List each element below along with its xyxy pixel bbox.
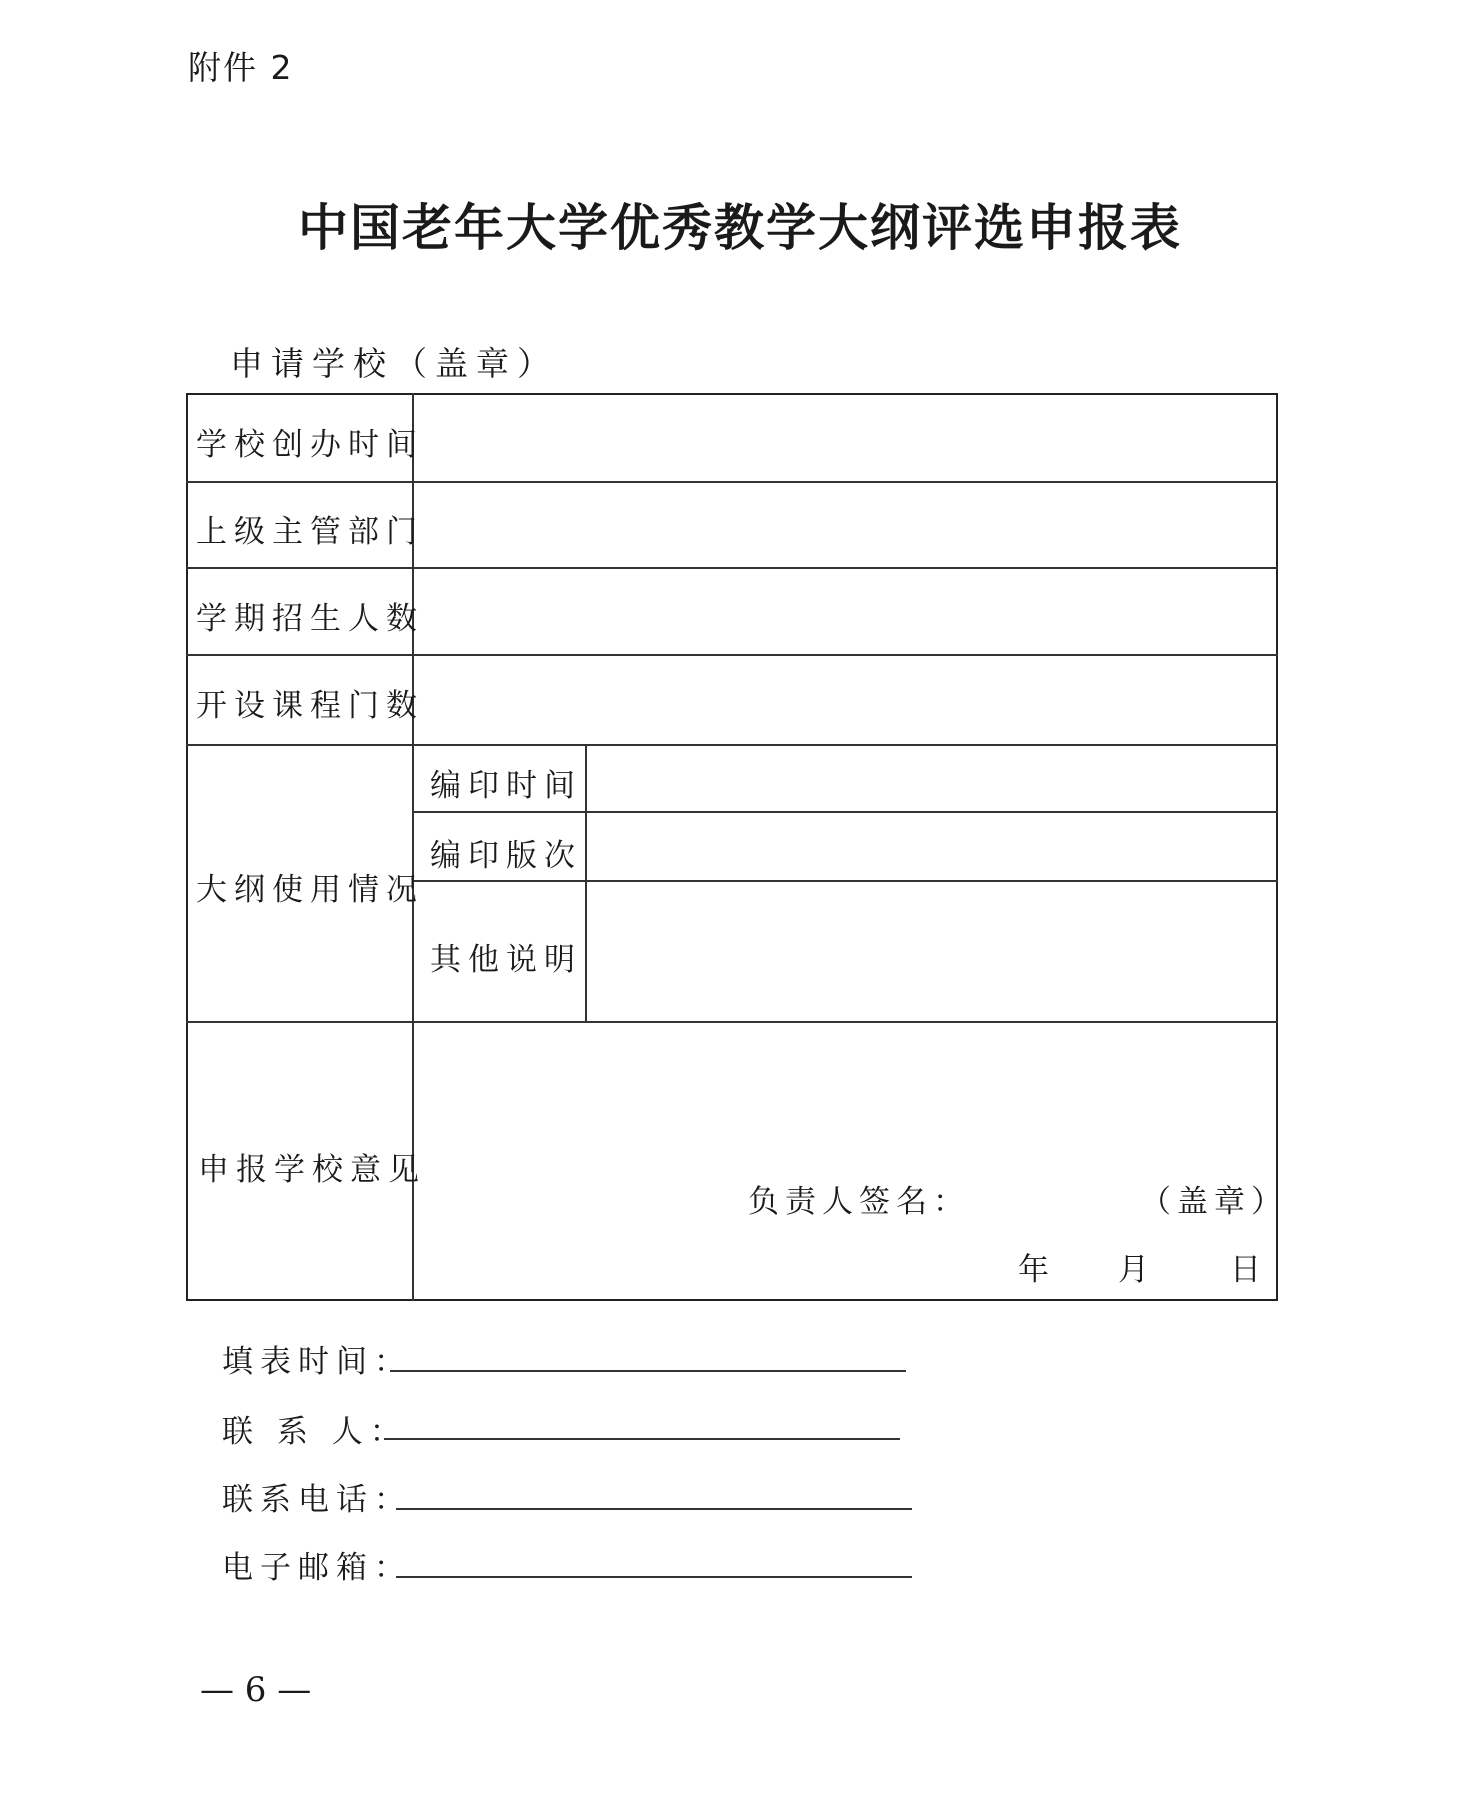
row-divider [186,481,1278,483]
signature-label: 负责人签名： [748,1184,970,1220]
applicant-school-label: 申请学校（盖章） [230,344,558,383]
print-time-label: 编印时间 [430,768,582,804]
date-day: 日 [1230,1252,1267,1288]
fill-time-underline[interactable] [390,1370,906,1372]
row-divider [186,654,1278,656]
attachment-label: 附件 2 [188,48,294,87]
fill-time-label: 填表时间： [222,1344,412,1380]
email-row [222,1542,412,1587]
row-divider [186,1021,1278,1023]
school-opinion-label: 申报学校意见 [198,1152,426,1188]
fill-time-row [222,1336,412,1381]
course-count-value[interactable] [420,660,1270,738]
supervising-department-label: 上级主管部门 [196,514,424,550]
phone-underline[interactable] [396,1508,912,1510]
contact-row [222,1406,408,1451]
email-label: 电子邮箱： [222,1550,412,1586]
other-notes-value[interactable] [592,886,1272,1016]
phone-label: 联系电话： [222,1482,412,1518]
course-count-label: 开设课程门数 [196,688,424,724]
page-number: — 6 — [200,1670,312,1710]
email-underline[interactable] [396,1576,912,1578]
enrollment-count-value[interactable] [420,573,1270,647]
syllabus-usage-label: 大纲使用情况 [196,872,424,908]
supervising-department-value[interactable] [420,487,1270,561]
founding-time-value[interactable] [420,400,1270,474]
date-month: 月 [1118,1252,1155,1288]
subrow-divider [412,811,1278,813]
phone-row [222,1474,412,1519]
sublabel-column-divider [585,744,587,1021]
contact-underline[interactable] [384,1438,900,1440]
print-time-value[interactable] [592,750,1272,806]
founding-time-label: 学校创办时间 [196,427,424,463]
contact-label: 联 系 人： [222,1414,408,1450]
enrollment-count-label: 学期招生人数 [196,601,424,637]
print-edition-label: 编印版次 [430,838,582,874]
seal-label: （盖章） [1140,1184,1288,1220]
other-notes-label: 其他说明 [430,942,582,978]
document-title: 中国老年大学优秀教学大纲评选申报表 [298,198,1182,257]
print-edition-value[interactable] [592,817,1272,875]
row-divider [186,567,1278,569]
subrow-divider [412,880,1278,882]
row-divider [186,744,1278,746]
date-year: 年 [1018,1252,1055,1288]
